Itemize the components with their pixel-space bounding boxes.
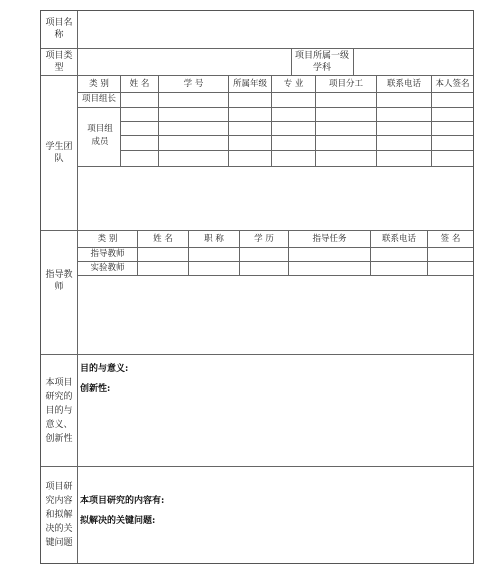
advisor-header-category: 类 别 — [97, 234, 118, 244]
divider — [41, 230, 473, 231]
content-label: 项目研究内容和拟解决的关键问题 — [45, 482, 73, 548]
divider — [41, 466, 473, 467]
content-heading: 本项目研究的内容有: — [80, 496, 165, 506]
divider — [77, 92, 473, 93]
divider — [77, 107, 473, 108]
advisor-header-phone: 联系电话 — [381, 234, 416, 244]
advisor-header-name: 姓 名 — [153, 234, 173, 244]
divider — [353, 48, 354, 75]
divider — [120, 121, 473, 122]
student-header-name: 姓 名 — [129, 79, 150, 89]
divider — [120, 135, 473, 136]
application-form — [40, 10, 474, 564]
divider — [41, 75, 473, 76]
student-header-grade: 所属年级 — [232, 79, 267, 89]
discipline-label: 项目所属一级学科 — [294, 51, 349, 73]
divider — [41, 48, 473, 49]
advisor-label: 指导教师 — [45, 270, 73, 292]
purpose-heading: 目的与意义: — [80, 364, 129, 374]
advisor-row-lab-teacher: 实验教师 — [90, 263, 125, 273]
student-header-major: 专 业 — [283, 79, 304, 89]
student-row-leader: 项目组长 — [81, 94, 116, 104]
divider — [120, 150, 473, 151]
divider — [77, 275, 473, 276]
purpose-label: 本项目研究的目的与意义、创新性 — [45, 378, 73, 444]
student-header-category: 类 别 — [89, 79, 109, 89]
student-header-phone: 联系电话 — [386, 79, 421, 89]
advisor-header-signature: 签 名 — [440, 234, 461, 244]
advisor-header-degree: 学 历 — [254, 234, 274, 244]
advisor-header-title: 职 称 — [204, 234, 224, 244]
student-row-members: 项目组成员 — [87, 124, 113, 147]
student-team-label: 学生团队 — [45, 142, 73, 164]
student-header-id: 学 号 — [183, 79, 204, 89]
advisor-row-instructor: 指导教师 — [90, 249, 125, 259]
project-type-label: 项目类型 — [45, 51, 73, 73]
student-header-signature: 本人签名 — [435, 79, 470, 89]
key-problems-heading: 拟解决的关键问题: — [80, 516, 156, 526]
innovation-heading: 创新性: — [80, 384, 111, 394]
advisor-header-task: 指导任务 — [312, 234, 347, 244]
student-header-role: 项目分工 — [328, 79, 363, 89]
divider — [77, 166, 473, 167]
divider — [41, 354, 473, 355]
project-name-label: 项目名称 — [45, 18, 73, 40]
